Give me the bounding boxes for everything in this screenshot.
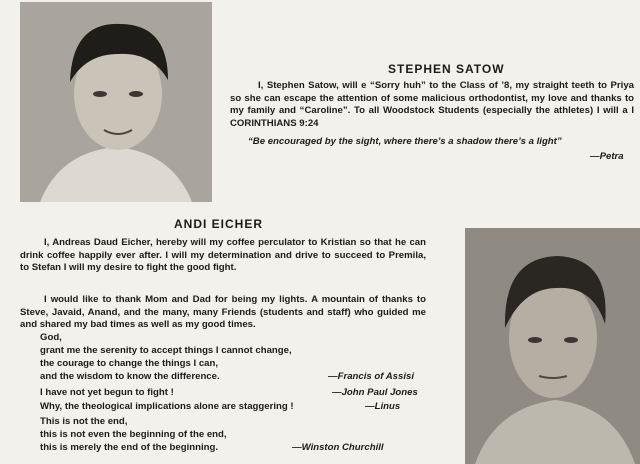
- churchill-line-2: this is not even the beginning of the end,: [40, 429, 227, 440]
- linus-quote: Why, the theological implications alone are staggering !: [40, 401, 294, 412]
- prayer-line-4: and the wisdom to know the difference.: [40, 371, 220, 382]
- jones-quote: I have not yet begun to fight !: [40, 387, 174, 398]
- churchill-line-1: This is not the end,: [40, 416, 128, 427]
- portrait-image: [20, 2, 212, 202]
- stephen-satow-will-text: I, Stephen Satow, will e “Sorry huh” to the Class of ’8, my straight teeth to Priya so she can escape the attention of some malicious orthodontist, my love and thanks to my family and “Caroline”. To all Woodstock Students (especially the athletes) I will a I CORINTHIANS 9:24: [230, 80, 634, 129]
- linus-author: —Linus: [365, 401, 401, 412]
- prayer-line-1: God,: [40, 332, 62, 343]
- prayer-author: —Francis of Assisi: [328, 371, 415, 382]
- andi-eicher-thanks-text: I would like to thank Mom and Dad for being my lights. A mountain of thanks to Steve, Javaid, Anand, and the many, many Friends (students and staff) who guided me and shared my bad times as well as my good times.: [20, 294, 426, 331]
- churchill-line-3: this is merely the end of the beginning.: [40, 442, 219, 453]
- andi-eicher-will-text: I, Andreas Daud Eicher, hereby will my coffee perculator to Kristian so that he can drink coffee happily ever after. I will my determination and drive to succeed to Premila, to Stefan I will my desire to fight the good fight.: [20, 237, 426, 274]
- stephen-satow-name: STEPHEN SATOW: [388, 62, 505, 76]
- andi-eicher-portrait: [465, 228, 640, 464]
- prayer-line-2: grant me the serenity to accept things I cannot change,: [40, 345, 292, 356]
- jones-author: —John Paul Jones: [332, 387, 418, 398]
- stephen-satow-portrait: [20, 2, 212, 202]
- andi-eicher-name: ANDI EICHER: [174, 217, 264, 231]
- prayer-line-3: the courage to change the things I can,: [40, 358, 219, 369]
- stephen-satow-quote-author: —Petra: [590, 151, 624, 162]
- portrait-image: [465, 228, 640, 464]
- churchill-author: —Winston Churchill: [292, 442, 384, 453]
- stephen-satow-quote: “Be encouraged by the sight, where there’s a shadow there’s a light”: [248, 136, 562, 147]
